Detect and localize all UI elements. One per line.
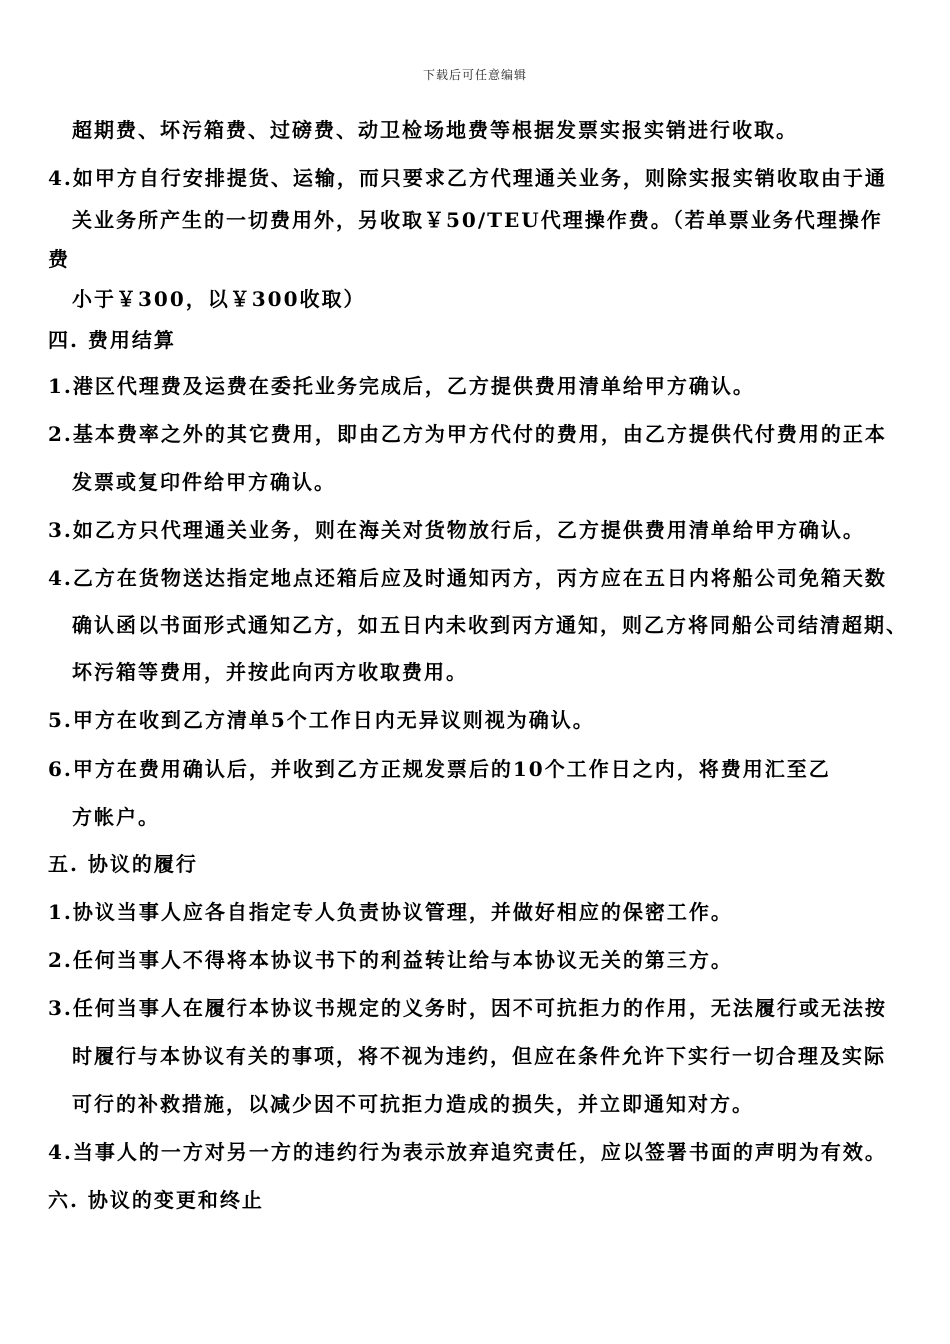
paragraph-line: 5.甲方在收到乙方清单5个工作日内无异议则视为确认。 (48, 708, 595, 732)
paragraph-line: 关业务所产生的一切费用外，另收取￥50/TEU代理操作费。（若单票业务代理操作 (72, 208, 883, 232)
paragraph-line: 1.港区代理费及运费在委托业务完成后，乙方提供费用清单给甲方确认。 (48, 374, 755, 398)
paragraph-line: 1.协议当事人应各自指定专人负责协议管理，并做好相应的保密工作。 (48, 900, 733, 924)
page-header: 下载后可任意编辑 (422, 68, 527, 82)
paragraph-line: 方帐户。 (72, 805, 160, 829)
paragraph-line: 4.如甲方自行安排提货、运输，而只要求乙方代理通关业务，则除实报实销收取由于通 (48, 166, 887, 190)
section-heading: 四. 费用结算 (48, 328, 176, 352)
paragraph-line: 3.如乙方只代理通关业务，则在海关对货物放行后，乙方提供费用清单给甲方确认。 (48, 518, 865, 542)
paragraph-line: 4.乙方在货物送达指定地点还箱后应及时通知丙方，丙方应在五日内将船公司免箱天数 (48, 566, 887, 590)
paragraph-line: 时履行与本协议有关的事项，将不视为违约，但应在条件允许下实行一切合理及实际 (72, 1044, 886, 1068)
paragraph-line: 可行的补救措施，以减少因不可抗拒力造成的损失，并立即通知对方。 (72, 1092, 754, 1116)
paragraph-line: 3.任何当事人在履行本协议书规定的义务时，因不可抗拒力的作用，无法履行或无法按 (48, 996, 887, 1020)
section-heading: 六. 协议的变更和终止 (48, 1188, 264, 1212)
paragraph-line: 2.基本费率之外的其它费用，即由乙方为甲方代付的费用，由乙方提供代付费用的正本 (48, 422, 887, 446)
paragraph-line: 2.任何当事人不得将本协议书下的利益转让给与本协议无关的第三方。 (48, 948, 733, 972)
paragraph-line: 确认函以书面形式通知乙方，如五日内未收到丙方通知，则乙方将同船公司结清超期、 (72, 613, 908, 637)
paragraph-line: 6.甲方在费用确认后，并收到乙方正规发票后的10个工作日之内，将费用汇至乙 (48, 757, 831, 781)
paragraph-line: 超期费、坏污箱费、过磅费、动卫检场地费等根据发票实报实销进行收取。 (72, 118, 798, 142)
section-heading: 五. 协议的履行 (48, 852, 198, 876)
paragraph-line: 4.当事人的一方对另一方的违约行为表示放弃追究责任，应以签署书面的声明为有效。 (48, 1140, 887, 1164)
paragraph-line: 发票或复印件给甲方确认。 (72, 470, 336, 494)
paragraph-line: 费 (48, 247, 70, 271)
paragraph-line: 小于￥300，以￥300收取） (72, 287, 366, 311)
paragraph-line: 坏污箱等费用，并按此向丙方收取费用。 (72, 660, 468, 684)
